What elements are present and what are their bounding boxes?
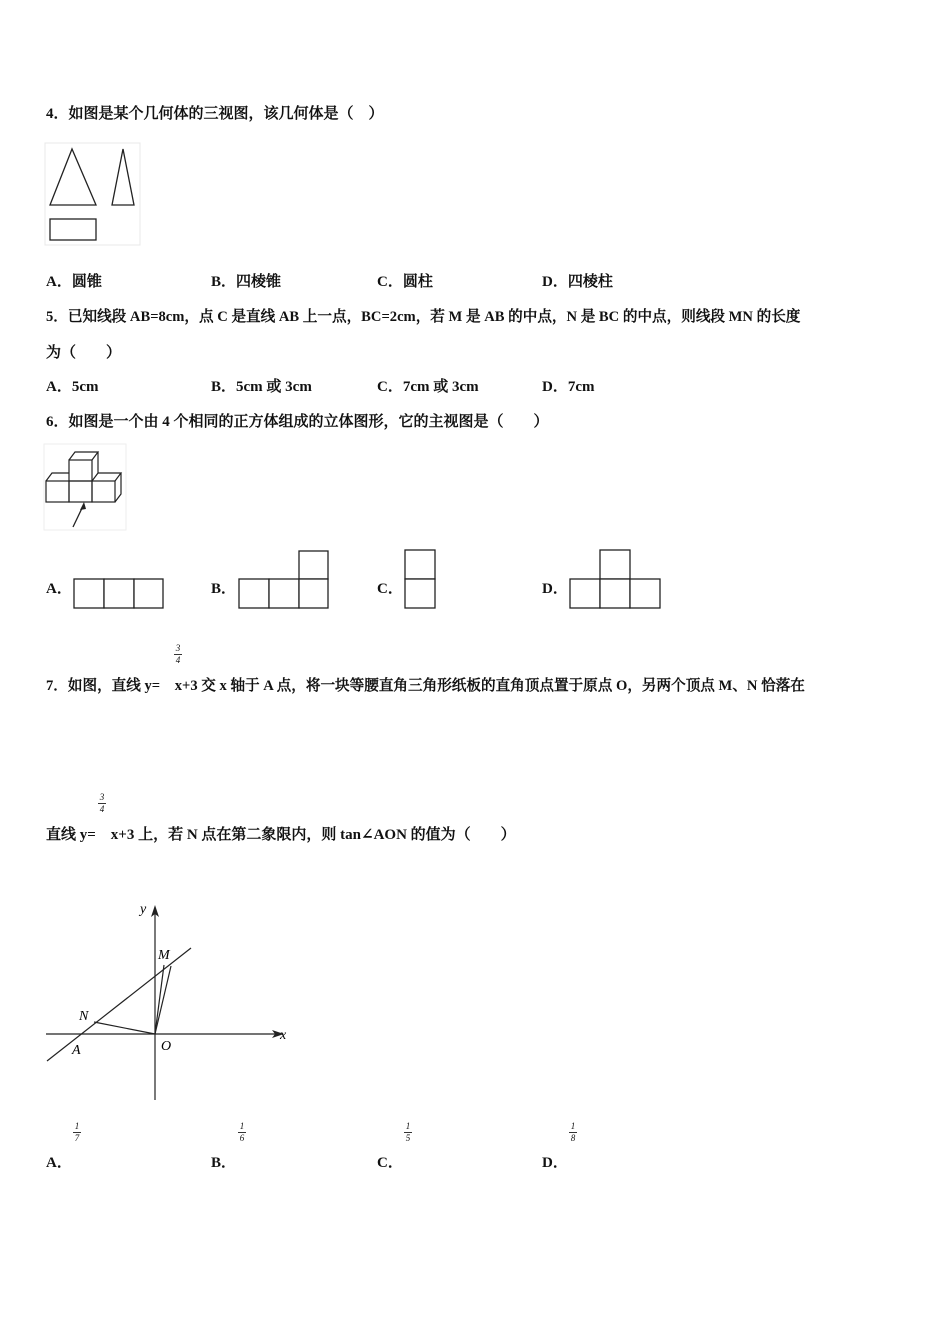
y-axis-label: y: [140, 902, 147, 917]
q7-option-c[interactable]: C．: [377, 1155, 403, 1171]
q6-option-c-figure[interactable]: [404, 549, 438, 611]
q4-option-a[interactable]: A．圆锥: [46, 274, 102, 290]
q6-option-d-figure[interactable]: [569, 549, 663, 611]
q7-option-b[interactable]: B．: [211, 1155, 237, 1171]
origin-o-label: O: [161, 1039, 172, 1054]
q5-option-d[interactable]: D．7cm: [542, 379, 595, 395]
q6-option-a-figure[interactable]: [73, 578, 165, 610]
q7-stem-line1: 7．如图，直线 y= x+3 交 x 轴于 A 点，将一块等腰直角三角形纸板的直角顶点置于原点 O，另两个顶点 M、N 恰落在: [46, 678, 805, 694]
q6-stem: 6．如图是一个由 4 个相同的正方体组成的立体图形，它的主视图是（ ）: [46, 414, 549, 430]
q4-option-b[interactable]: B．四棱锥: [211, 274, 282, 290]
q6-option-d-label[interactable]: D．: [542, 581, 568, 597]
point-a-label: A: [72, 1043, 81, 1058]
q4-three-views-figure: [45, 143, 145, 248]
q4-stem: 4．如图是某个几何体的三视图，该几何体是（ ）: [46, 106, 384, 122]
q5-stem-line1: 5．已知线段 AB=8cm，点 C 是直线 AB 上一点，BC=2cm，若 M 是 AB 的中点，N 是 BC 的中点，则线段 MN 的长度: [46, 309, 801, 325]
q6-option-a-label[interactable]: A．: [46, 581, 72, 597]
q7-option-a-fraction: 1 7: [74, 1121, 80, 1143]
q6-option-b-figure[interactable]: [238, 550, 330, 610]
x-axis-label: x: [280, 1028, 287, 1043]
q7-option-b-fraction: 1 6: [239, 1121, 245, 1143]
q7-option-a[interactable]: A．: [46, 1155, 72, 1171]
q7-slope-fraction-2: 3 4: [99, 792, 105, 814]
q7-stem-line2: 直线 y= x+3 上，若 N 点在第二象限内，则 tan∠AON 的值为（ ）: [46, 827, 516, 843]
q4-option-d[interactable]: D．四棱柱: [542, 274, 613, 290]
q7-option-c-fraction: 1 5: [405, 1121, 411, 1143]
q5-option-c[interactable]: C．7cm 或 3cm: [377, 379, 479, 395]
point-m-label: M: [158, 948, 170, 963]
q7-option-d[interactable]: D．: [542, 1155, 568, 1171]
q7-option-d-fraction: 1 8: [570, 1121, 576, 1143]
q7-coordinate-graph: [44, 895, 294, 1105]
point-n-label: N: [79, 1009, 89, 1024]
q5-option-b[interactable]: B．5cm 或 3cm: [211, 379, 312, 395]
q5-stem-line2: 为（ ）: [46, 345, 122, 361]
q6-option-c-label[interactable]: C．: [377, 581, 403, 597]
q7-slope-fraction-1: 3 4: [175, 643, 181, 665]
q6-option-b-label[interactable]: B．: [211, 581, 237, 597]
q6-cube-figure: [44, 444, 128, 532]
q5-option-a[interactable]: A．5cm: [46, 379, 99, 395]
q4-option-c[interactable]: C．圆柱: [377, 274, 433, 290]
